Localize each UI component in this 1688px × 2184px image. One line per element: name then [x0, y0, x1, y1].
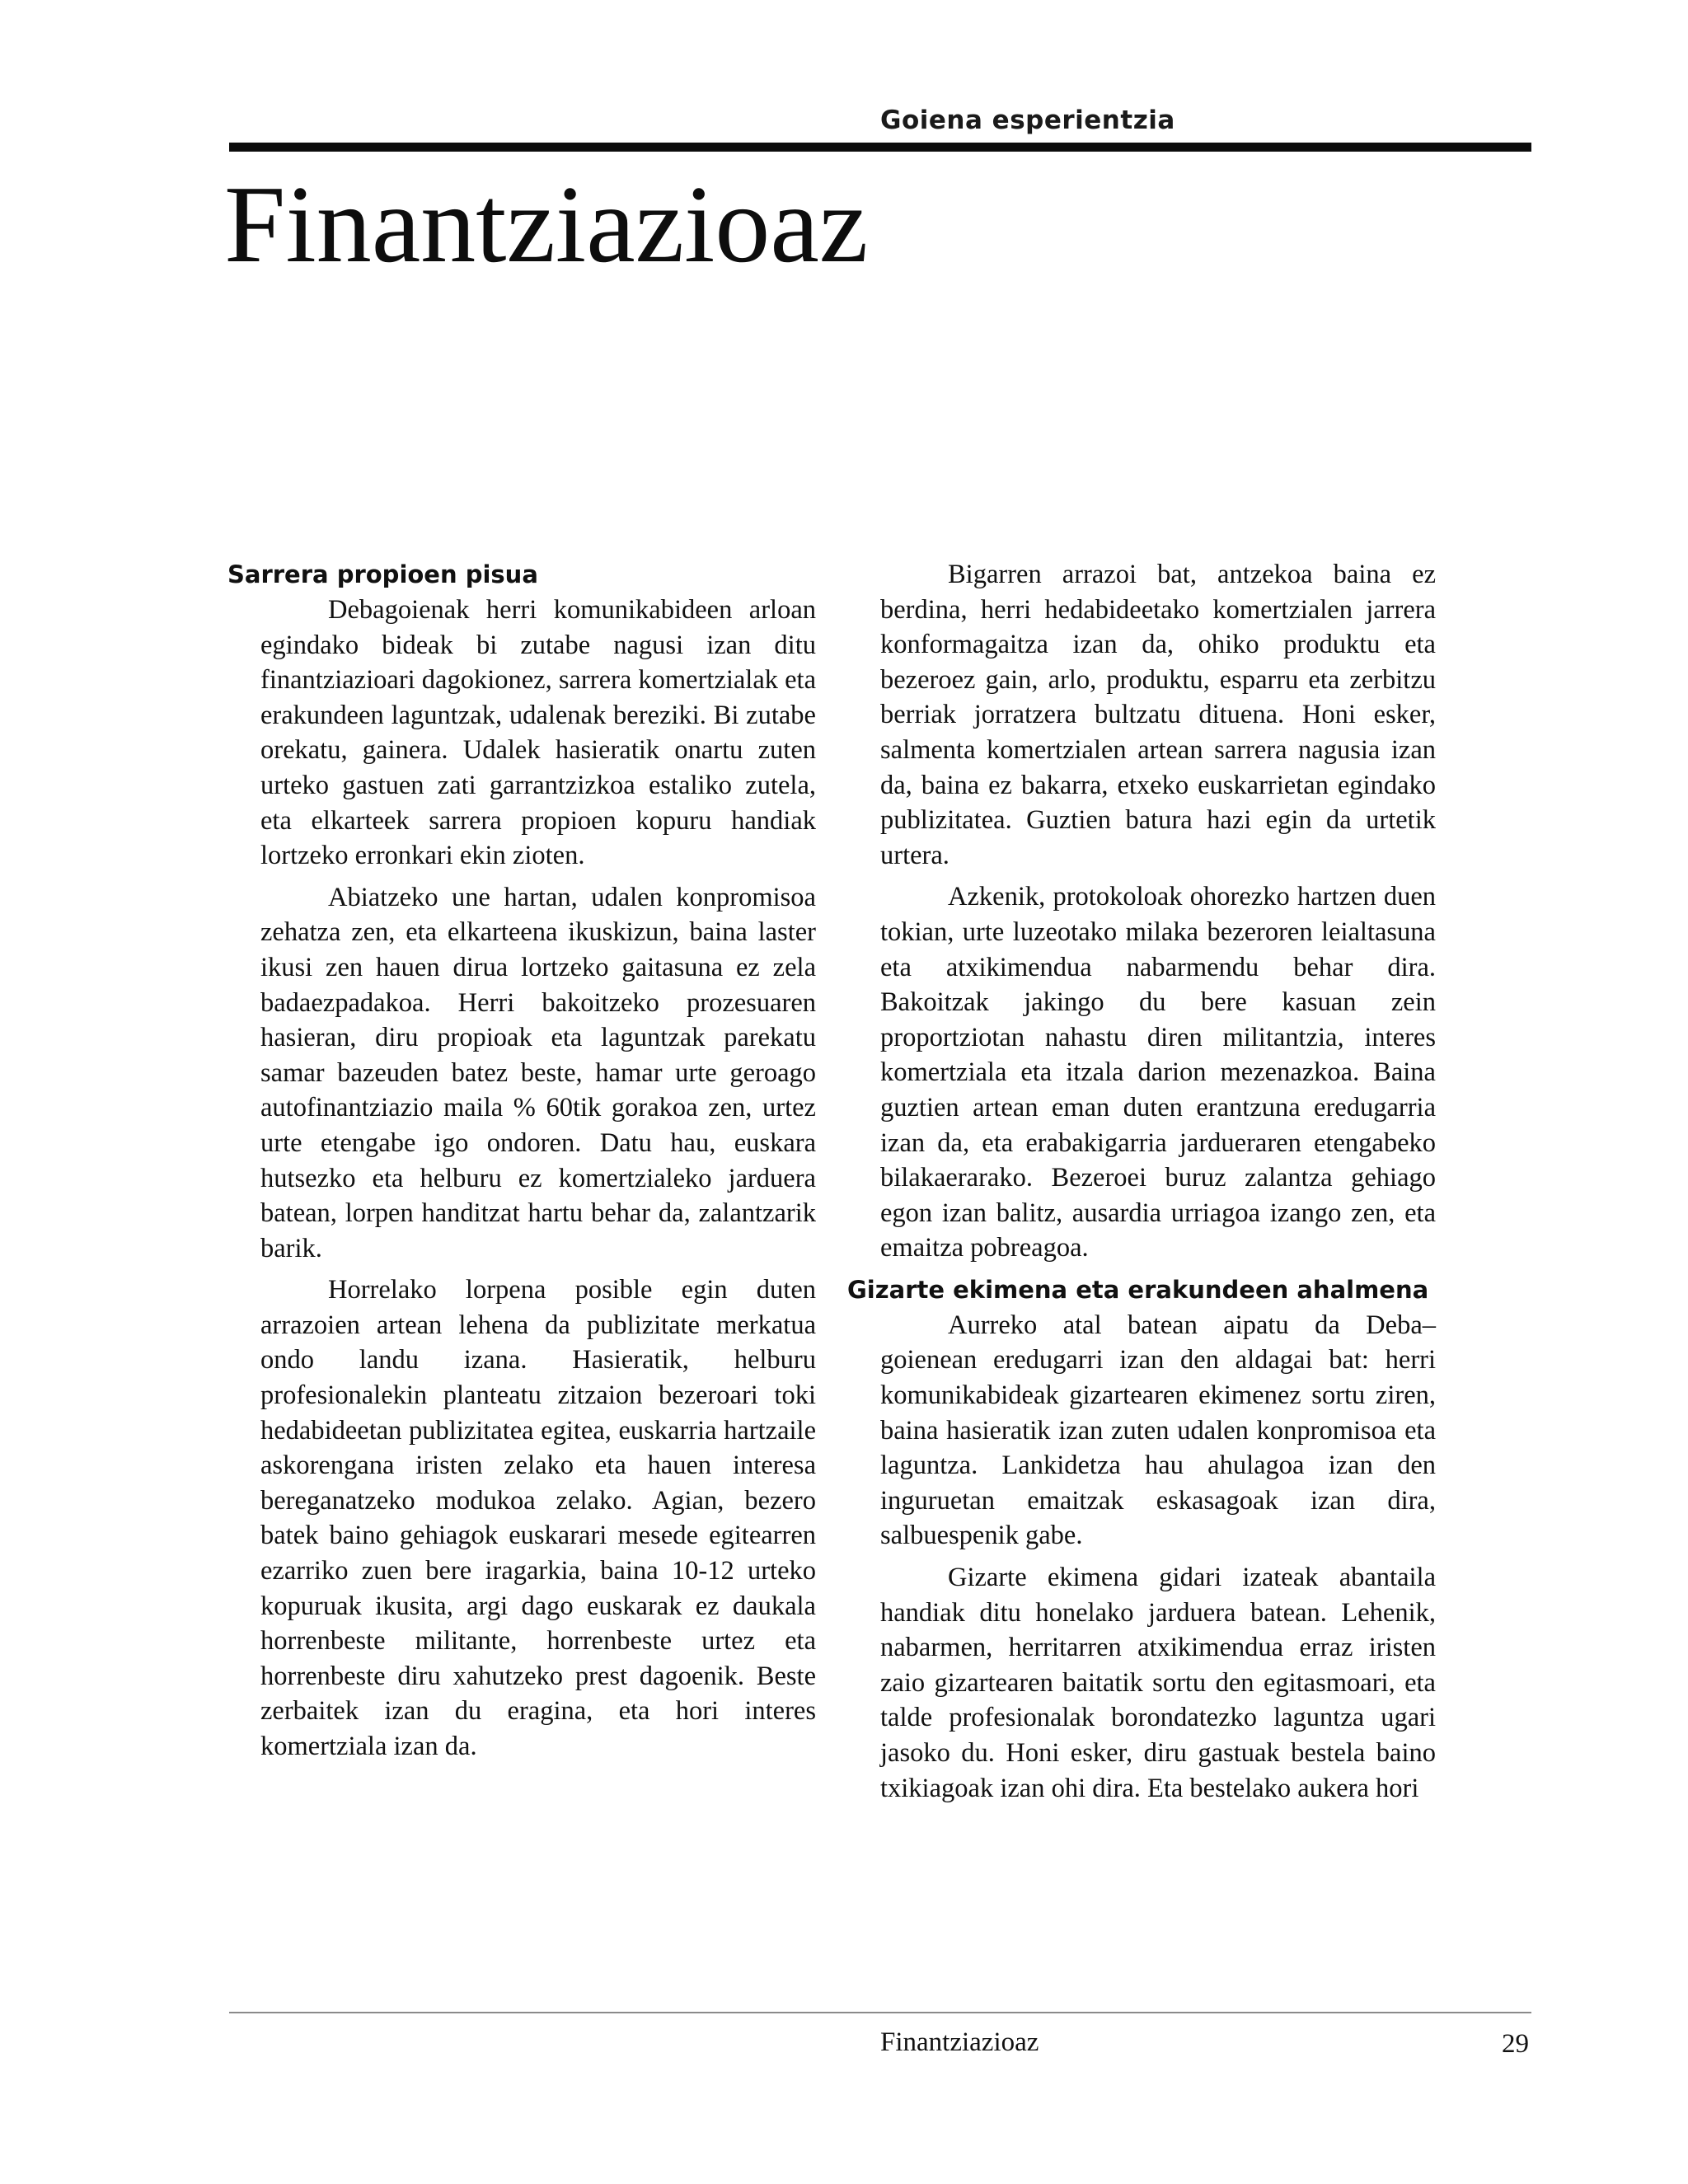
right-column [847, 557, 1436, 1812]
paragraph: Aurreko atal batean aipatu da Deba–goienean eredugarri izan den aldagai bat: herri komunikabideak gizartearen ekimenez sortu ziren, baina hasieratik izan zuten udalen konpromisoa eta laguntza. Lankidetza hau ahulagoa izan den inguruetan emaitzak eskasagoak izan dira, salbuespenik gabe. [880, 1310, 1436, 1551]
footer-title: Finantziazioaz [880, 2027, 1039, 2057]
paragraph: Gizarte ekimena gidari izateak abantaila handiak ditu honelako jarduera batean. Lehenik, nabarmen, herritarren atxikimendua erraz iristen zaio gizartearen baitatik sortu den egitasmoari, eta talde profesionalak borondatezko laguntza ugari jasoko du. Honi esker, diru gastuak bestela baino txikiagoak izan ohi dira. Eta bestelako aukera hori [880, 1563, 1436, 1803]
paragraph: Horrelako lorpena posible egin duten arrazoien artean lehena da publizitate merkatua ondo landu izana. Hasieratik, helburu profesionalekin planteatu zitzaion bezeroari toki hedabideetan publizitatea egitea, euskarria hartzaile askorengana iristen zelako eta hauen interesa bereganatzeko modukoa zelako. Agian, bezero batek baino gehiagok euskarari mesede egitearren ezarriko zuen bere iragarkia, baina 10-12 urteko kopuruak ikusita, argi dago euskarak ez daukala horrenbeste militante, horrenbeste urtez eta horrenbeste diru xahutzeko prest dagoenik. Beste zerbaitek izan du eragina, eta hori interes komertziala izan da. [260, 1275, 816, 1761]
left-column [227, 557, 816, 1771]
paragraph: Abiatzeko une hartan, udalen konpromisoa zehatza zen, eta elkarteena ikuskizun, baina laster ikusi zen hauen dirua lortzeko gaitasuna ez zela badaezpadakoa. Herri bakoitzeko prozesuaren hasieran, diru propioak eta laguntzak parekatu samar bazeuden batez beste, hamar urte geroago autofinantziazio maila % 60tik gorakoa zen, urtez urte etengabe igo ondoren. Datu hau, euskara hutsezko eta helburu ez komertzialeko jarduera batean, lorpen handitzat hartu behar da, zalantzarik barik. [260, 882, 816, 1263]
paragraph: Azkenik, protokoloak ohorezko hartzen duen tokian, urte luzeotako milaka bezeroren leialtasuna eta atxikimendua nabarmendu behar dira. Bakoitzak jakingo du bere kasuan zein proportziotan nahastu diren militantzia, interes komertziala eta itzala darion mezenazkoa. Baina guztien artean eman duten erantzuna eredugarria izan da, eta erabakigarria jardueraren etengabeko bilakaerarako. Bezeroei buruz zalantza gehiago egon izan balitz, ausardia urriagoa izango zen, eta emaitza pobreagoa. [880, 882, 1436, 1263]
page-number: 29 [1502, 2029, 1529, 2059]
subhead-sarrera: Sarrera propioen pisua [227, 560, 538, 588]
top-rule [229, 143, 1531, 152]
paragraph: Bigarren arrazoi bat, antzekoa baina ez berdina, herri hedabideetako komertzialen jarrera konformagaitza izan da, ohiko produktu eta bezeroez gain, arlo, produktu, esparru eta zerbitzu berriak jorratzera bultzatu dituena. Honi esker, salmenta komertzialen artean sarrera nagusia izan da, baina ez bakarra, etxeko euskarrietan egindako publizitatea. Guztien batura hazi egin da urtetik urtera. [880, 560, 1436, 870]
subhead-gizarte: Gizarte ekimena eta erakundeen ahalmena [847, 1275, 1429, 1304]
bottom-rule [229, 2012, 1531, 2013]
paragraph: Debagoienak herri komunikabideen arloan egindako bideak bi zutabe nagusi izan ditu finantziazioari dagokionez, sarrera komertzialak eta erakundeen laguntzak, udalenak bereziki. Bi zutabe orekatu, gainera. Udalek hasieratik onartu zuten urteko gastuen zati garrantzizkoa estaliko zutela, eta elkarteek sarrera propioen kopuru handiak lortzeko erronkari ekin zioten. [260, 595, 817, 871]
page-title: Finantziazioaz [224, 163, 869, 285]
section-label: Goiena esperientzia [880, 105, 1175, 135]
